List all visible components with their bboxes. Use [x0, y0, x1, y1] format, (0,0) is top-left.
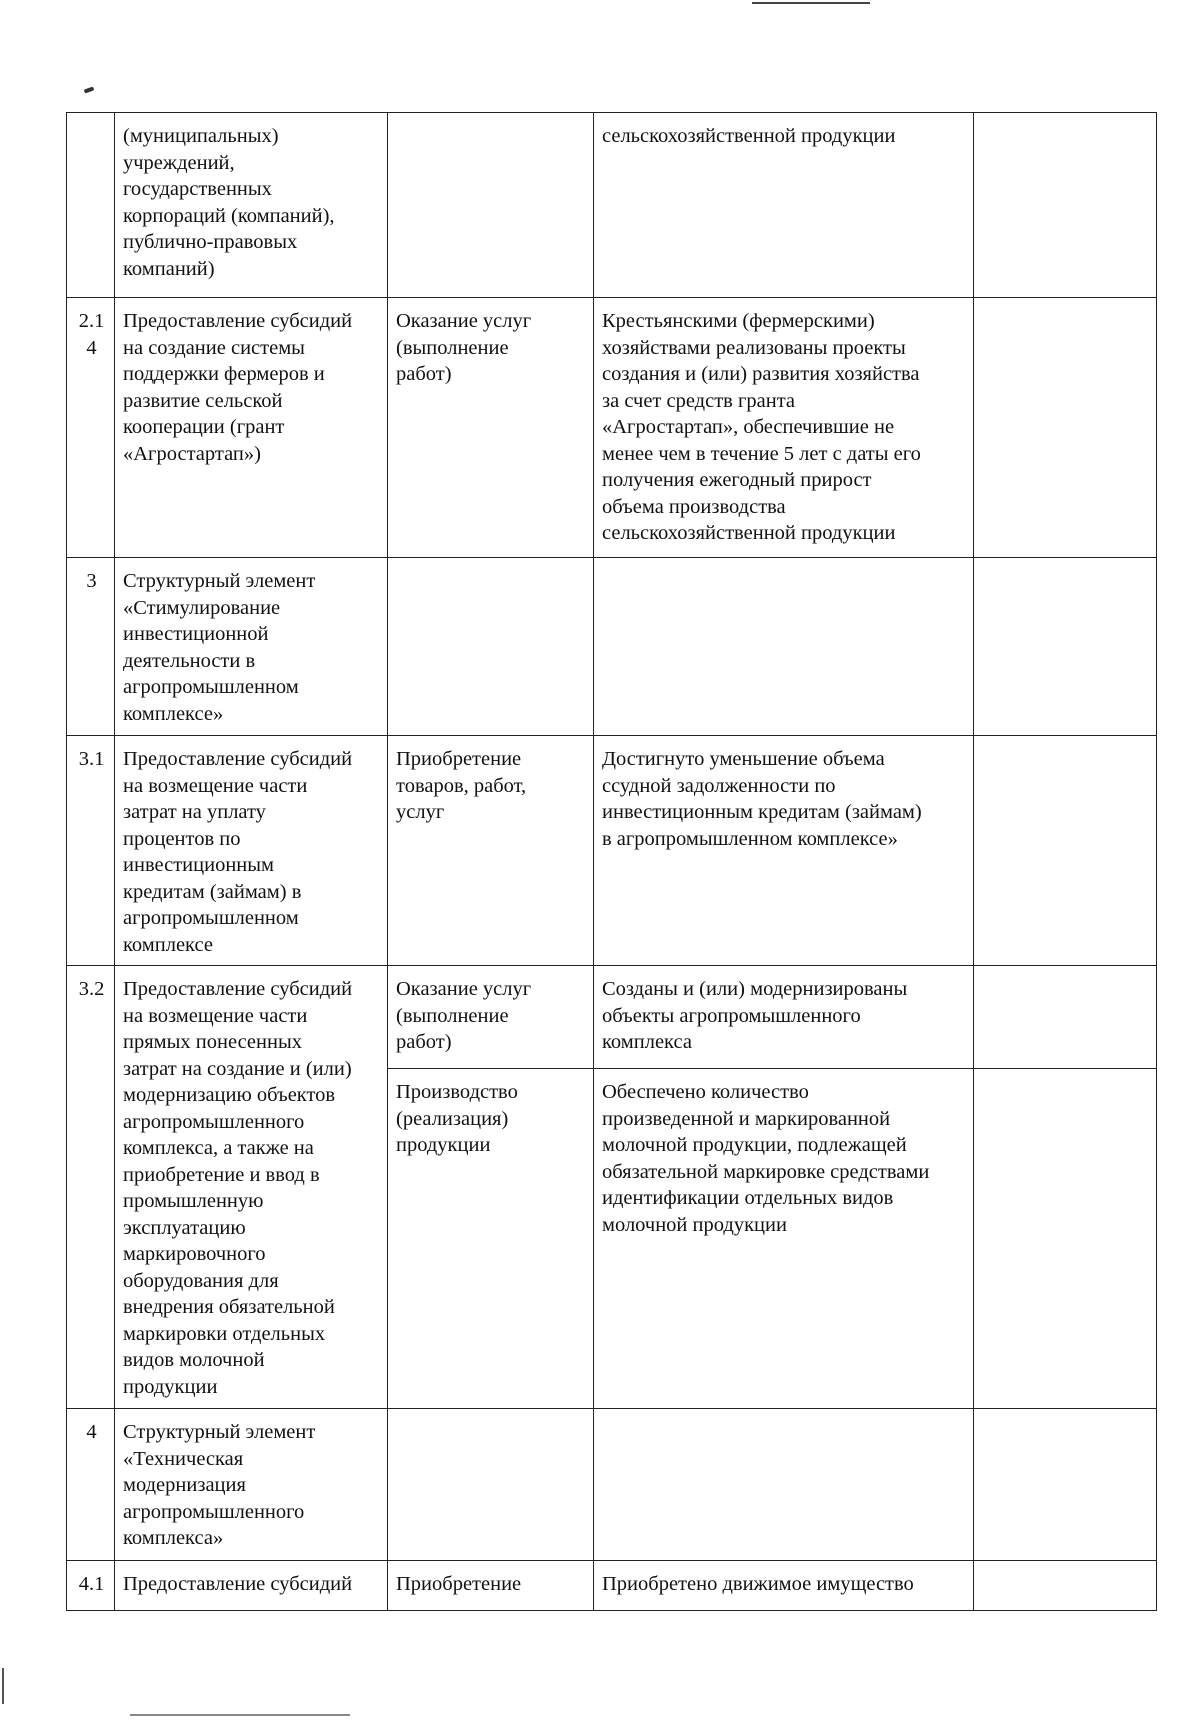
extra-cell [974, 1561, 1157, 1611]
extra-cell [974, 736, 1157, 966]
measure-result: Крестьянскими (фермерскими) хозяйствами реализованы проекты создания и (или) развития хозяйства за счет средств гранта «Агростартап», обеспечившие не менее чем в течение 5 лет с даты его получения ежегодный прирост объема производства сельскохозяйственной продукции [594, 298, 974, 558]
row-number: 4 [67, 1409, 115, 1561]
measure-type [388, 558, 594, 736]
measure-type [388, 113, 594, 298]
measure-type: Приобретение товаров, работ, услуг [388, 736, 594, 966]
measure-name: Предоставление субсидий на возмещение части прямых понесенных затрат на создание и (или) модернизацию объектов агропромышленного комплекса, а также на приобретение и ввод в промышленную эксплуатацию маркировочного оборудования для внедрения обязательной маркировки отдельных видов молочной продукции [115, 966, 388, 1409]
measure-name: (муниципальных) учреждений, государственных корпораций (компаний), публично-правовых компаний) [115, 113, 388, 298]
measure-result: Созданы и (или) модернизированы объекты агропромышленного комплекса [594, 966, 974, 1069]
scan-speck [84, 86, 95, 93]
measure-type [388, 1409, 594, 1561]
bottom-rule-line [130, 1714, 350, 1716]
extra-cell [974, 966, 1157, 1069]
extra-cell [974, 298, 1157, 558]
measure-name: Предоставление субсидий на создание системы поддержки фермеров и развитие сельской кооперации (грант «Агростартап») [115, 298, 388, 558]
row-number: 2.1 4 [67, 298, 115, 558]
measure-type: Производство (реализация) продукции [388, 1069, 594, 1409]
row-number: 4.1 [67, 1561, 115, 1611]
measure-name: Предоставление субсидий [115, 1561, 388, 1611]
measure-result [594, 1409, 974, 1561]
measure-result: Приобретено движимое имущество [594, 1561, 974, 1611]
measure-result: Достигнуто уменьшение объема ссудной задолженности по инвестиционным кредитам (займам) в агропромышленном комплексе» [594, 736, 974, 966]
table-row [67, 1409, 1157, 1561]
measure-result: сельскохозяйственной продукции [594, 113, 974, 298]
measure-name: Структурный элемент «Техническая модернизация агропромышленного комплекса» [115, 1409, 388, 1561]
row-number: 3.2 [67, 966, 115, 1409]
row-number: 3 [67, 558, 115, 736]
table-row [67, 1561, 1157, 1611]
table-row [67, 558, 1157, 736]
extra-cell [974, 113, 1157, 298]
measure-result [594, 558, 974, 736]
row-number [67, 113, 115, 298]
measure-result: Обеспечено количество произведенной и маркированной молочной продукции, подлежащей обязательной маркировке средствами идентификации отдельных видов молочной продукции [594, 1069, 974, 1409]
measure-type: Оказание услуг (выполнение работ) [388, 298, 594, 558]
row-number: 3.1 [67, 736, 115, 966]
extra-cell [974, 558, 1157, 736]
measure-type: Оказание услуг (выполнение работ) [388, 966, 594, 1069]
extra-cell [974, 1409, 1157, 1561]
scan-edge-mark [2, 1668, 4, 1704]
top-rule-line [752, 2, 870, 4]
measures-table [66, 112, 1157, 1611]
table-row [67, 736, 1157, 966]
measure-name: Структурный элемент «Стимулирование инвестиционной деятельности в агропромышленном комплексе» [115, 558, 388, 736]
table-row [67, 966, 1157, 1069]
table-row [67, 298, 1157, 558]
table-row [67, 113, 1157, 298]
measure-name: Предоставление субсидий на возмещение части затрат на уплату процентов по инвестиционным кредитам (займам) в агропромышленном комплексе [115, 736, 388, 966]
measure-type: Приобретение [388, 1561, 594, 1611]
extra-cell [974, 1069, 1157, 1409]
